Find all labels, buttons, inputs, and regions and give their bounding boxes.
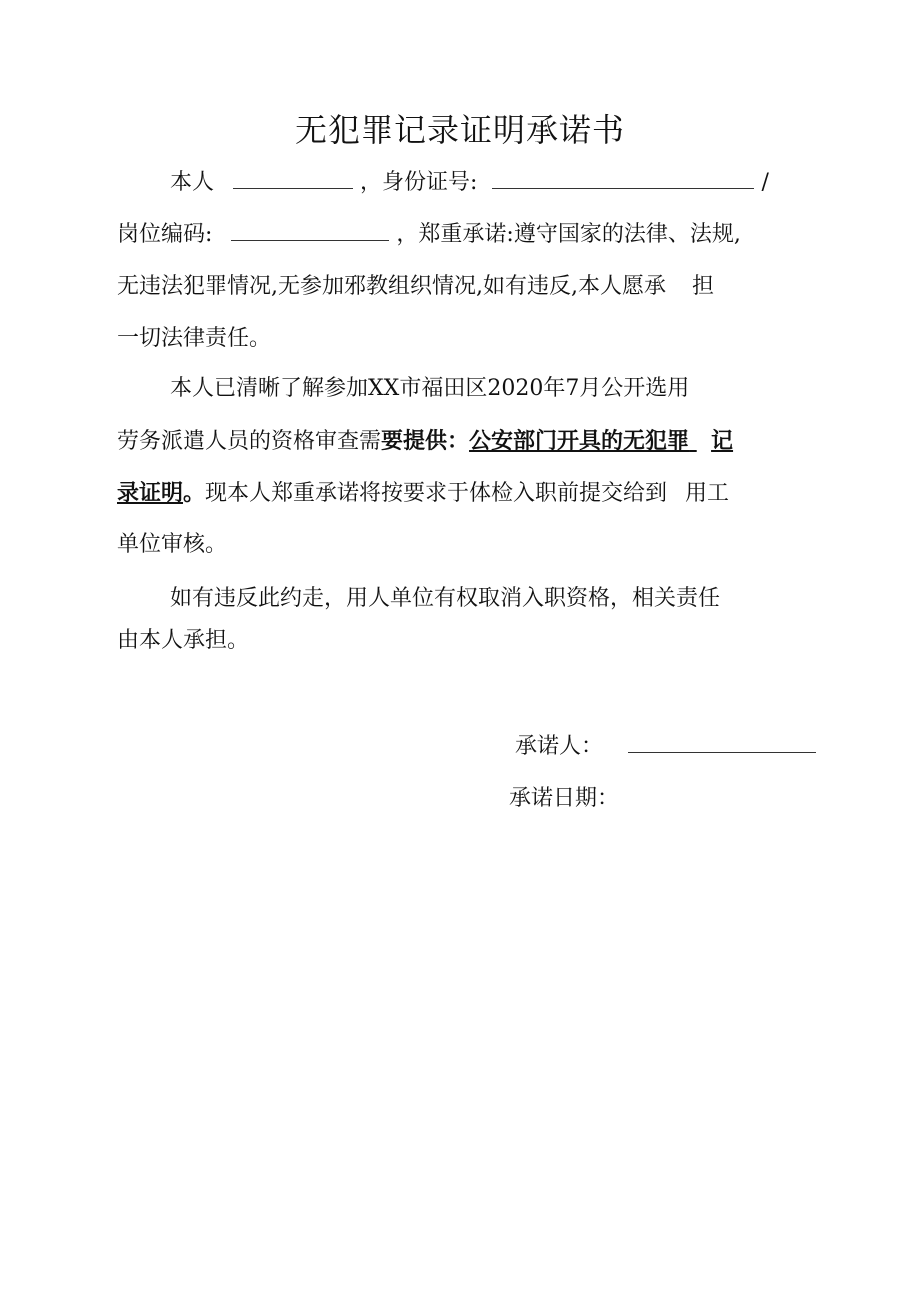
p2-l3-text-b: 。 <box>183 480 206 506</box>
signer-label: 承诺人： <box>515 734 604 759</box>
name-blank <box>233 168 353 189</box>
p1-l3-text-a: 无违法犯罪情况,无参加邪教组织情况,如有违反,本人愿承 <box>117 274 666 299</box>
signer-blank <box>628 732 816 753</box>
date-line <box>509 784 809 814</box>
p2-l3-text-a: 录证明 <box>117 480 184 506</box>
p2-l2-text-b: 要提供： <box>381 428 470 454</box>
p2-l2-text-c: 公安部门开具的无犯罪 <box>469 428 690 454</box>
p1-line-1 <box>170 168 820 198</box>
p2-l2-text-d: 记 <box>711 428 734 454</box>
p1-l1-text-b: ，身份证号: <box>360 170 478 195</box>
p2-l3-text-c: 现本人郑重承诺将按要求于体检入职前提交给到 <box>205 481 668 506</box>
p1-l2-text-a: 岗位编码: <box>117 222 213 247</box>
p2-l2-text-a: 劳务派遣人员的资格审查需 <box>117 429 382 454</box>
p3-line-1: 如有违反此约走，用人单位有权取消入职资格，相关责任 <box>170 586 721 611</box>
p1-l2-text-b: ，郑重承诺:遵守国家的法律、法规, <box>396 222 741 247</box>
document-title: 无犯罪记录证明承诺书 <box>294 111 625 149</box>
p1-l1-text-c: / <box>761 170 769 195</box>
id-number-blank <box>492 168 754 189</box>
p3-line-2: 由本人承担。 <box>117 628 250 653</box>
p1-line-2 <box>117 220 817 250</box>
p1-l3-text-b: 担 <box>691 274 714 299</box>
p2-line-1: 本人已清晰了解参加XX市福田区2020年7月公开选用 <box>170 376 690 401</box>
p1-line-4: 一切法律责任。 <box>117 326 272 351</box>
p2-line-2 <box>117 426 817 457</box>
p2-l3-text-d: 用工 <box>685 481 730 506</box>
p1-line-3 <box>117 272 817 302</box>
date-label: 承诺日期： <box>509 786 620 811</box>
p2-line-3 <box>117 478 817 509</box>
signer-line <box>515 732 825 762</box>
position-code-blank <box>231 220 389 241</box>
p2-line-4: 单位审核。 <box>117 532 228 557</box>
p1-l1-text-a: 本人 <box>170 170 215 195</box>
